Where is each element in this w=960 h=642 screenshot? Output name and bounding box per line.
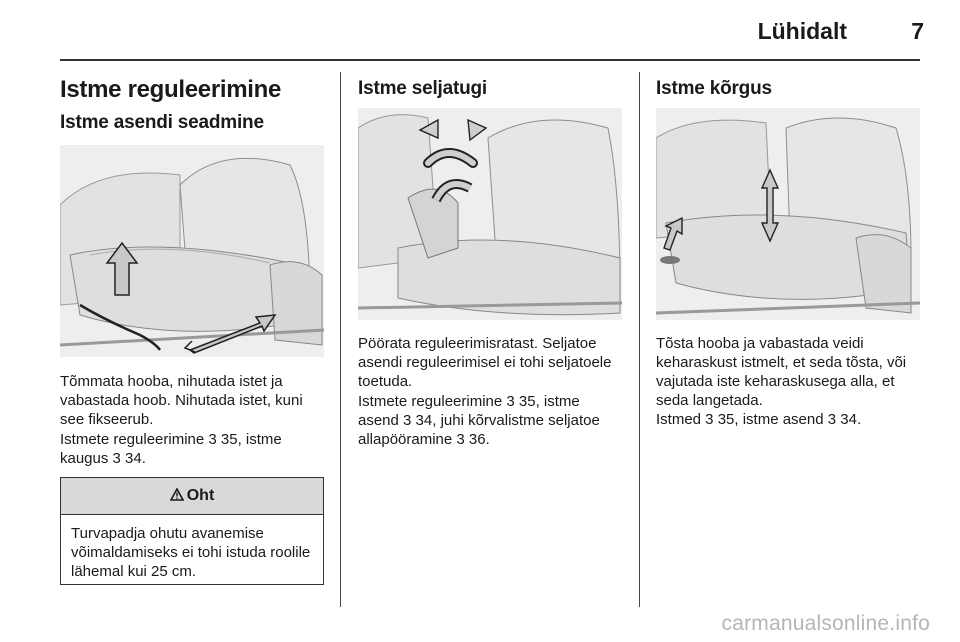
page-number: 7 [911,18,924,44]
warning-title: Oht [186,487,215,504]
column-seat-height [656,72,922,428]
warning-triangle-icon [170,478,184,514]
page-header [0,0,960,62]
warning-box [60,477,324,585]
seat-height-illustration [656,108,920,320]
seat-position-instructions: Tõmmata hooba, nihutada istet ja vabastada hoob. Nihutada istet, kuni see fikseerub. [60,373,303,428]
seat-position-references: Istmete reguleerimine 3 35, istme kaugus 3 34. [60,431,282,467]
main-heading: Istme reguleerimine [60,76,282,103]
subheading-seat-position: Istme asendi seadmine [60,112,264,133]
seat-height-references: Istmed 3 35, istme asend 3 34. [656,411,862,428]
heading-seat-height: Istme kõrgus [656,78,772,99]
header-rule [60,59,920,61]
column-backrest [358,72,624,448]
backrest-instructions: Pöörata reguleerimisratast. Seljatoe asendi reguleerimisel ei tohi seljatoele toetuda. [358,335,612,390]
seat-height-instructions: Tõsta hooba ja vabastada veidi keharaskust istmelt, et seda tõsta, või vajutada iste keharaskusega alla, et seda langetada. [656,335,907,409]
column-divider [340,72,341,607]
watermark: carmanualsonline.info [721,612,930,635]
warning-text: Turvapadja ohutu avanemise võimaldamiseks ei tohi istuda roolile lähemal kui 25 cm. [71,525,311,580]
column-divider [639,72,640,607]
seat-position-illustration [60,145,324,357]
backrest-illustration [358,108,622,320]
backrest-references: Istmete reguleerimine 3 35, istme asend 3 34, juhi kõrvalistme seljatoe allapööramine 3 36. [358,393,600,448]
section-title: Lühidalt [757,18,847,44]
warning-header [61,478,323,515]
column-seat-position [60,72,324,580]
heading-backrest: Istme seljatugi [358,78,487,99]
